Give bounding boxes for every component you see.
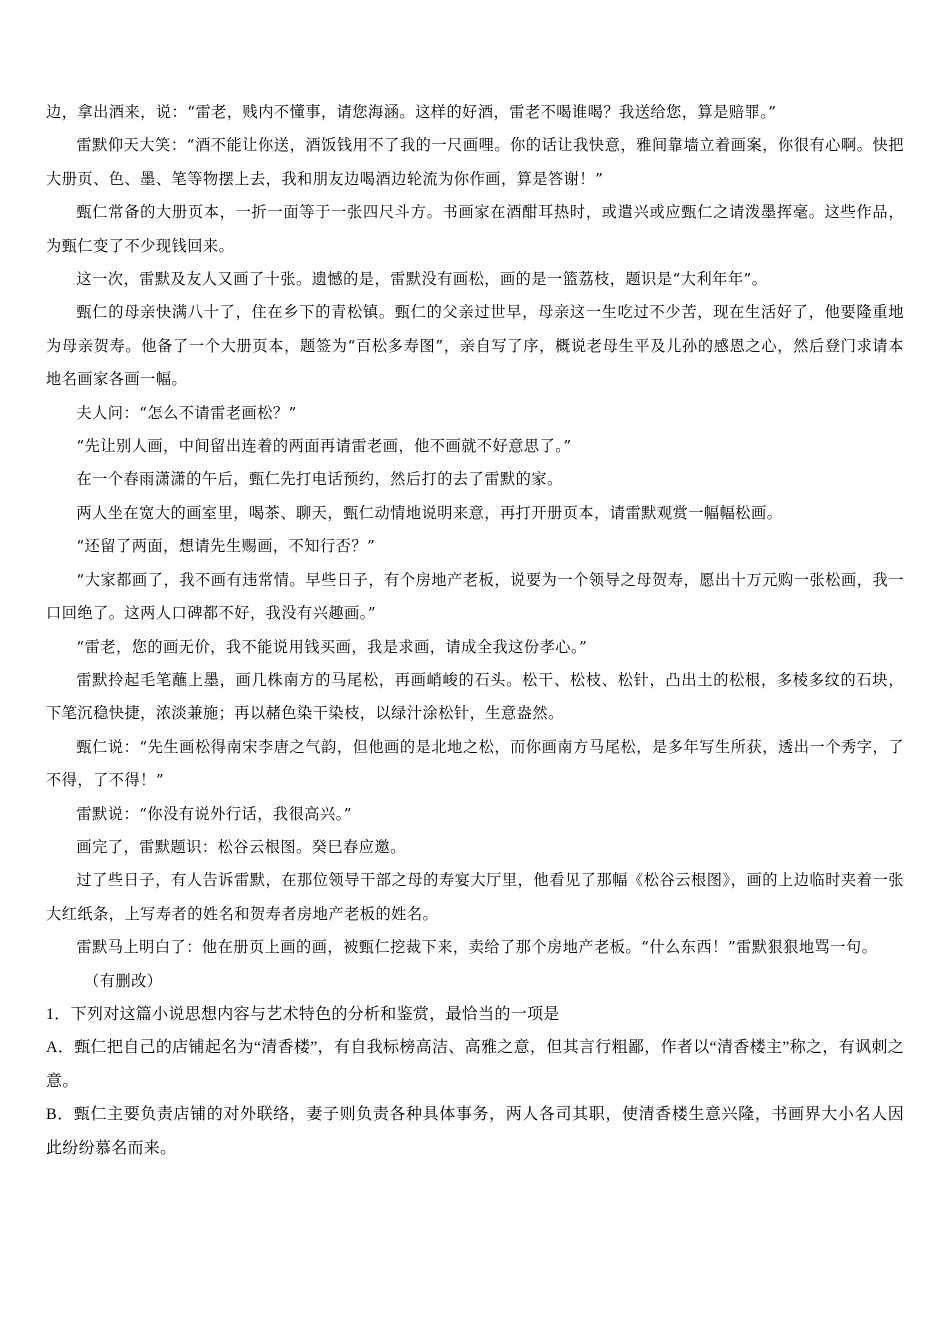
story-paragraph: 雷默仰天大笑：“酒不能让你送，酒饭钱用不了我的一尺画哩。你的话让我快意，雅间靠墙立着画案，你很有心啊。快把大册页、色、墨、笔等物摆上去，我和朋友边喝酒边轮流为你作画，算是答谢！” <box>46 136 904 188</box>
option-a[interactable]: A．甄仁把自己的店铺起名为“清香楼”，有自我标榜高洁、高雅之意，但其言行粗鄙，作者以“清香楼主”称之，有讽刺之意。 <box>46 1039 904 1090</box>
source-note: （有删改） <box>84 971 163 990</box>
story-paragraph: “先让别人画，中间留出连着的两面再请雷老画，他不画就不好意思了。” <box>76 437 572 456</box>
story-body <box>46 96 904 998</box>
story-paragraph: 边，拿出酒来，说：“雷老，贱内不懂事，请您海涵。这样的好酒，雷老不喝谁喝？我送给您，算是赔罪。” <box>46 103 777 121</box>
story-paragraph: 画完了，雷默题识：松谷云根图。癸巳春应邀。 <box>76 837 406 856</box>
story-paragraph: 甄仁的母亲快满八十了，住在乡下的青松镇。甄仁的父亲过世早，母亲这一生吃过不少苦，现在生活好了，他要隆重地为母亲贺寿。他备了一个大册页本，题签为“百松多寿图”，亲自写了序，概说老母生平及儿孙的感恩之心，然后登门求请本地名画家各画一幅。 <box>46 303 904 389</box>
story-paragraph: “还留了两面，想请先生赐画，不知行否？” <box>76 537 376 556</box>
story-paragraph: 两人坐在宽大的画室里，喝茶、聊天，甄仁动情地说明来意，再打开册页本，请雷默观赏一幅幅松画。 <box>76 503 783 522</box>
story-paragraph: 甄仁说：“先生画松得南宋李唐之气韵，但他画的是北地之松，而你画南方马尾松，是多年写生所获，透出一个秀字，了不得，了不得！” <box>46 737 904 790</box>
story-paragraph: 雷默马上明白了：他在册页上画的画，被甄仁挖裁下来，卖给了那个房地产老板。“什么东西！”雷默狠狠地骂一句。 <box>76 938 878 957</box>
story-paragraph: “雷老，您的画无价，我不能说用钱买画，我是求画，请成全我这份孝心。” <box>76 637 588 656</box>
story-paragraph: 这一次，雷默及友人又画了十张。遗憾的是，雷默没有画松，画的是一篮荔枝，题识是“大利年年”。 <box>76 270 768 289</box>
story-paragraph: 过了些日子，有人告诉雷默，在那位领导干部之母的寿宴大厅里，他看见了那幅《松谷云根图》，画的上边临时夹着一张大红纸条，上写寿者的姓名和贺寿者房地产老板的姓名。 <box>46 871 904 923</box>
question-block <box>46 998 904 1165</box>
story-paragraph: “大家都画了，我不画有违常情。早些日子，有个房地产老板，说要为一个领导之母贺寿，愿出十万元购一张松画，我一口回绝了。这两人口碑都不好，我没有兴趣画。” <box>46 570 904 623</box>
story-paragraph: 雷默说：“你没有说外行话，我很高兴。” <box>76 804 353 823</box>
story-paragraph: 夫人问：“怎么不请雷老画松？” <box>76 403 297 422</box>
story-paragraph: 在一个春雨潇潇的午后，甄仁先打电话预约，然后打的去了雷默的家。 <box>76 470 563 489</box>
story-paragraph: 甄仁常备的大册页本，一折一面等于一张四尺斗方。书画家在酒酣耳热时，或遣兴或应甄仁之请泼墨挥毫。这些作品，为甄仁变了不少现钱回来。 <box>46 203 904 255</box>
story-paragraph: 雷默拎起毛笔蘸上墨，画几株南方的马尾松，再画峭峻的石头。松干、松枝、松针，凸出土的松根，多棱多纹的石块，下笔沉稳快捷，浓淡兼施；再以赭色染干染枝，以绿汁涂松针，生意盎然。 <box>46 670 904 723</box>
question-stem: 1．下列对这篇小说思想内容与艺术特色的分析和鉴赏，最恰当的一项是 <box>46 1005 560 1023</box>
option-b[interactable]: B．甄仁主要负责店铺的对外联络，妻子则负责各种具体事务，两人各司其职，使清香楼生意兴隆，书画界大小名人因此纷纷慕名而来。 <box>46 1106 904 1157</box>
